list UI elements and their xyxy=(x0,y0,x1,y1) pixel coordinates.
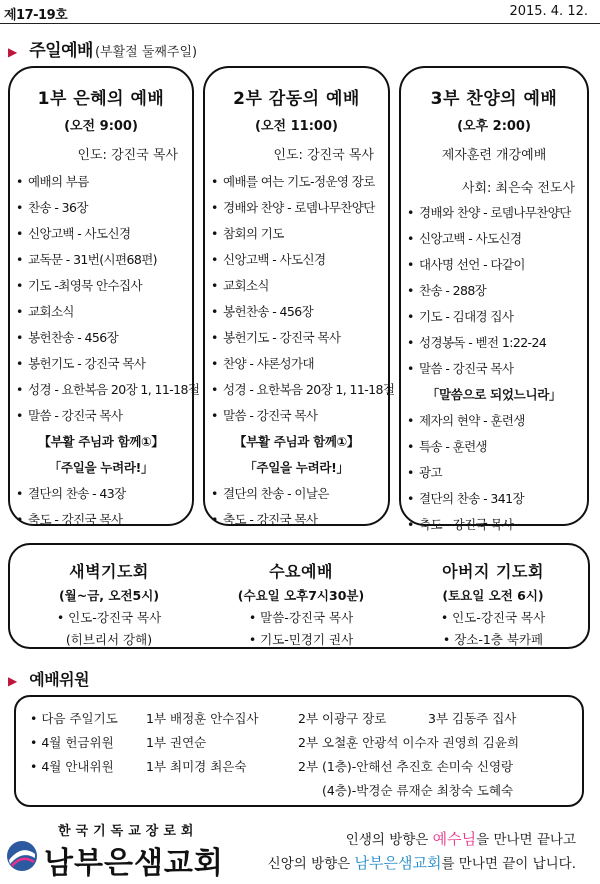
order-item xyxy=(205,481,388,507)
order-item-text: 제자의 현약 - 훈련생 xyxy=(419,413,525,428)
order-item xyxy=(205,325,388,351)
bullet-icon: • xyxy=(16,174,23,189)
bullet-icon: • xyxy=(16,226,23,241)
sermon-title xyxy=(10,429,192,455)
order-item-text: 성경 - 요한복음 20장 1, 11-18절 xyxy=(28,382,200,397)
service-time: (오후 2:00) xyxy=(457,119,531,134)
order-item-text: 말씀 - 강진국 목사 xyxy=(223,408,318,423)
bullet-icon: • xyxy=(211,304,218,319)
order-item xyxy=(10,221,192,247)
weekday-line: • 기도-민경기 권사 xyxy=(248,632,354,647)
order-item-text: 신앙고백 - 사도신경 xyxy=(28,226,131,241)
order-list xyxy=(10,169,200,533)
bullet-icon: • xyxy=(211,408,218,423)
bullet-icon: • xyxy=(16,512,23,527)
bulletin-date: 2015. 4. 12. xyxy=(509,4,588,19)
sermon-title-text: 「주일을 누려라!」 xyxy=(244,460,349,475)
order-item-text: 찬송 - 288장 xyxy=(419,283,487,298)
sermon-title-text: 「주일을 누려라!」 xyxy=(48,460,154,475)
order-item-text: 결단의 찬송 - 341장 xyxy=(419,491,524,506)
bullet-icon: • xyxy=(211,330,218,345)
roles-heading xyxy=(8,667,89,690)
order-item xyxy=(10,169,192,195)
role-value: 2부 이광구 장로 xyxy=(298,711,387,726)
bullet-icon: • xyxy=(407,309,414,324)
order-item-text: 신앙고백 - 사도신경 xyxy=(419,231,522,246)
slogan-text: 을 만나면 끝나고 xyxy=(476,832,576,848)
order-item-text: 결단의 찬송 - 이날은 xyxy=(223,486,329,501)
order-item-text: 경배와 찬양 - 로뎀나무찬양단 xyxy=(223,200,375,215)
bullet-icon: • xyxy=(211,278,218,293)
order-item xyxy=(401,408,587,434)
order-item xyxy=(10,247,192,273)
role-value: 1부 배정훈 안수집사 xyxy=(146,711,259,726)
bullet-icon: • xyxy=(16,278,23,293)
role-value: 3부 김동주 집사 xyxy=(428,711,517,726)
triangle-icon: ▶ xyxy=(8,45,18,59)
order-item-text: 교회소식 xyxy=(28,304,74,319)
worship-subtitle: (부활절 둘째주일) xyxy=(94,45,198,60)
weekday-title: 수요예배 xyxy=(269,562,333,581)
sermon-title-text: 【부활 주님과 함께①】 xyxy=(38,434,164,449)
order-item-text: 봉헌찬송 - 456장 xyxy=(223,304,314,319)
order-item-text: 봉헌찬송 - 456장 xyxy=(28,330,119,345)
bullet-icon: • xyxy=(407,283,414,298)
role-label: • 다음 주일기도 xyxy=(30,711,118,726)
bullet-icon: • xyxy=(16,252,23,267)
order-item xyxy=(10,403,192,429)
bullet-icon: • xyxy=(211,356,218,371)
order-item xyxy=(205,247,388,273)
service-title: 2부 감동의 예배 xyxy=(233,89,360,109)
role-value: 2부 (1층)-안해선 추진호 손미숙 신영랑 xyxy=(298,759,514,774)
roles-box xyxy=(14,695,584,807)
bullet-icon: • xyxy=(16,200,23,215)
order-item xyxy=(401,304,587,330)
bullet-icon: • xyxy=(407,361,414,376)
order-item xyxy=(401,460,587,486)
order-item xyxy=(205,273,388,299)
order-item-text: 광고 xyxy=(419,465,442,480)
service-time: (오전 9:00) xyxy=(64,119,138,134)
order-item-text: 축도 - 강진국 목사 xyxy=(419,517,514,532)
bullet-icon: • xyxy=(211,382,218,397)
roles-title: 예배위원 xyxy=(29,670,90,689)
sermon-title xyxy=(205,429,388,455)
order-item xyxy=(205,221,388,247)
order-item-text: 기도 -최영묵 안수집사 xyxy=(28,278,142,293)
weekday-line: (히브리서 강해) xyxy=(65,632,153,647)
sermon-title-text: 「말씀으로 되었느니라」 xyxy=(426,387,562,402)
wednesday-service xyxy=(208,545,394,648)
weekday-time: (수요일 오후7시30분) xyxy=(237,588,365,603)
weekday-line: • 장소-1층 북카페 xyxy=(442,632,544,647)
service-title: 1부 은혜의 예배 xyxy=(37,89,165,109)
order-item-text: 말씀 - 강진국 목사 xyxy=(28,408,123,423)
order-list xyxy=(401,200,587,538)
order-item xyxy=(10,507,192,533)
service-theme: 제자훈련 개강예배 xyxy=(441,148,547,163)
bullet-icon: • xyxy=(407,491,414,506)
slogan-text: 를 만나면 끝이 납니다. xyxy=(441,856,576,872)
order-item-text: 말씀 - 강진국 목사 xyxy=(419,361,514,376)
order-item-text: 축도 - 강진국 목사 xyxy=(28,512,123,527)
order-item xyxy=(401,200,587,226)
order-item xyxy=(401,252,587,278)
service-time: (오전 11:00) xyxy=(255,119,338,134)
dawn-prayer xyxy=(16,545,202,648)
order-item xyxy=(10,481,192,507)
service-leader: 인도: 강진국 목사 xyxy=(77,148,178,163)
church-logo xyxy=(6,818,266,880)
order-item xyxy=(401,356,587,382)
order-item xyxy=(10,351,192,377)
weekday-title: 새벽기도회 xyxy=(69,562,149,581)
order-item-text: 봉헌기도 - 강진국 목사 xyxy=(28,356,146,371)
order-item-text: 성경 - 요한복음 20장 1, 11-18절 xyxy=(223,382,395,397)
bullet-icon: • xyxy=(16,330,23,345)
service-leader: 인도: 강진국 목사 xyxy=(273,148,374,163)
order-item-text: 경배와 찬양 - 로뎀나무찬양단 xyxy=(419,205,571,220)
denomination-name: 한국기독교장로회 xyxy=(58,824,199,839)
order-item xyxy=(205,299,388,325)
order-item-text: 결단의 찬송 - 43장 xyxy=(28,486,126,501)
fathers-prayer xyxy=(400,545,586,648)
order-item-text: 교독문 - 31번(시편68편) xyxy=(28,252,157,267)
order-item-text: 찬양 - 샤론성가대 xyxy=(223,356,314,371)
bullet-icon: • xyxy=(16,356,23,371)
order-list xyxy=(205,169,395,533)
order-item xyxy=(401,226,587,252)
church-name: 남부은샘교회 xyxy=(44,846,224,881)
worship-heading xyxy=(8,36,197,61)
bullet-icon: • xyxy=(211,200,218,215)
bullet-icon: • xyxy=(16,486,23,501)
sermon-title xyxy=(205,455,388,481)
bullet-icon: • xyxy=(407,257,414,272)
sermon-title-text: 【부활 주님과 함께①】 xyxy=(233,434,360,449)
order-item xyxy=(10,273,192,299)
triangle-icon: ▶ xyxy=(8,674,18,688)
weekday-box xyxy=(8,543,590,649)
sermon-title xyxy=(10,455,192,481)
bullet-icon: • xyxy=(211,252,218,267)
bullet-icon: • xyxy=(407,231,414,246)
order-item xyxy=(10,377,200,403)
sermon-title xyxy=(401,382,587,408)
bullet-icon: • xyxy=(407,413,414,428)
service-title: 3부 찬양의 예배 xyxy=(430,89,558,109)
weekday-time: (월~금, 오전5시) xyxy=(58,588,160,603)
order-item-text: 봉헌기도 - 강진국 목사 xyxy=(223,330,341,345)
role-value: 1부 권연순 xyxy=(146,735,207,750)
order-item xyxy=(205,169,388,195)
order-item-text: 기도 - 김대경 집사 xyxy=(419,309,514,324)
order-item-text: 성경봉독 - 벧전 1:22-24 xyxy=(419,335,547,350)
order-item xyxy=(10,299,192,325)
role-label: • 4월 헌금위원 xyxy=(30,735,114,750)
slogan-highlight: 예수님 xyxy=(432,830,477,848)
bullet-icon: • xyxy=(407,335,414,350)
order-item xyxy=(401,330,587,356)
header-bar xyxy=(0,0,600,24)
slogan-line-1 xyxy=(346,828,576,849)
bullet-icon: • xyxy=(211,226,218,241)
service-box-1 xyxy=(8,66,200,527)
order-item-text: 참회의 기도 xyxy=(223,226,284,241)
order-item-text: 신앙고백 - 사도신경 xyxy=(223,252,326,267)
bullet-icon: • xyxy=(407,205,414,220)
role-value: 1부 최미경 최은숙 xyxy=(146,759,247,774)
bullet-icon: • xyxy=(407,517,414,532)
issue-number: 제17-19호 xyxy=(4,8,68,23)
bullet-icon: • xyxy=(407,439,414,454)
order-item-text: 교회소식 xyxy=(223,278,269,293)
weekday-line: • 인도-강진국 목사 xyxy=(440,610,546,625)
role-label: • 4월 안내위원 xyxy=(30,759,114,774)
order-item-text: 특송 - 훈련생 xyxy=(419,439,488,454)
service-box-3 xyxy=(399,66,589,532)
bullet-icon: • xyxy=(16,408,23,423)
order-item xyxy=(401,434,587,460)
order-item xyxy=(401,486,587,512)
order-item xyxy=(401,278,587,304)
order-item xyxy=(205,507,388,533)
role-value: 2부 오철훈 안광석 이수자 권영희 김윤희 xyxy=(298,735,520,750)
order-item xyxy=(10,195,192,221)
service-box-2 xyxy=(203,66,395,527)
church-emblem-icon xyxy=(6,840,38,872)
order-item xyxy=(205,195,388,221)
order-item xyxy=(401,512,587,538)
slogan-text: 신앙의 방향은 xyxy=(267,856,355,872)
order-item-text: 축도 - 강진국 목사 xyxy=(223,512,318,527)
order-item-text: 예배의 부름 xyxy=(28,174,89,189)
order-item xyxy=(205,403,388,429)
weekday-line: • 인도-강진국 목사 xyxy=(56,610,162,625)
order-item-text: 예배를 여는 기도-정운영 장로 xyxy=(223,174,375,189)
order-item xyxy=(205,351,388,377)
bullet-icon: • xyxy=(211,512,218,527)
service-leader: 사회: 최은숙 전도사 xyxy=(461,181,575,196)
weekday-title: 아버지 기도회 xyxy=(442,562,544,581)
order-item-text: 대사명 선언 - 다같이 xyxy=(419,257,525,272)
slogan-line-2 xyxy=(268,852,576,873)
bullet-icon: • xyxy=(211,486,218,501)
slogan-highlight: 남부은샘교회 xyxy=(354,854,442,872)
weekday-line: • 말씀-강진국 목사 xyxy=(248,610,354,625)
bullet-icon: • xyxy=(407,465,414,480)
worship-title: 주일예배 xyxy=(29,41,93,61)
bullet-icon: • xyxy=(16,382,23,397)
slogan-text: 인생의 방향은 xyxy=(345,832,433,848)
weekday-time: (토요일 오전 6시) xyxy=(442,588,544,603)
order-item xyxy=(10,325,192,351)
bullet-icon: • xyxy=(16,304,23,319)
order-item-text: 찬송 - 36장 xyxy=(28,200,88,215)
order-item xyxy=(205,377,395,403)
bullet-icon: • xyxy=(211,174,218,189)
role-value: (4층)-박경순 류재순 최창숙 도혜숙 xyxy=(322,783,514,798)
